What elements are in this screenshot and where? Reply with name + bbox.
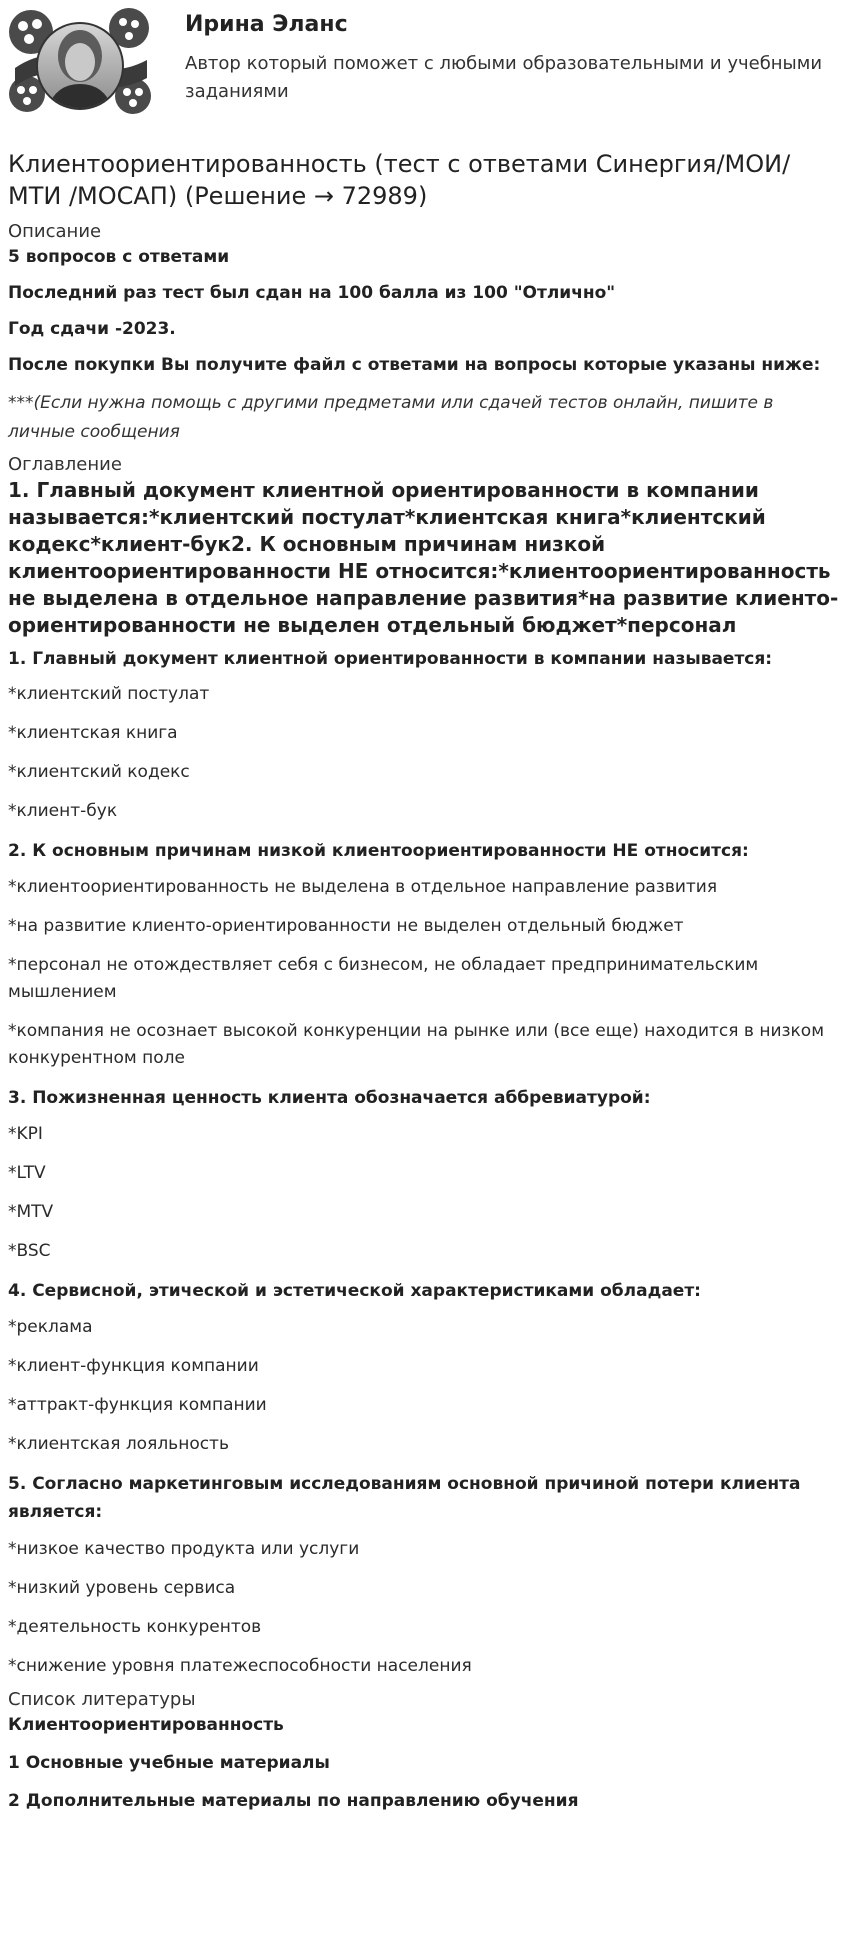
answer-option: *снижение уровня платежеспособности населения xyxy=(8,1656,472,1676)
answer-option: *клиентский кодекс xyxy=(8,762,190,782)
answer-option: *персонал не отождествляет себя с бизнесом, не обладает предпринимательским мышлением xyxy=(8,955,759,1002)
answer-option: *клиентский постулат xyxy=(8,684,210,704)
question-block xyxy=(8,1470,840,1680)
description-line: 5 вопросов с ответами xyxy=(8,247,230,267)
answer-option: *BSC xyxy=(8,1241,51,1261)
answer-option: *клиент-бук xyxy=(8,801,118,821)
question-text: 3. Пожизненная ценность клиента обозначается аббревиатурой: xyxy=(8,1088,651,1108)
main-content xyxy=(8,148,840,1815)
question-block xyxy=(8,1277,840,1458)
toc-summary: 1. Главный документ клиентной ориентированности в компании называется:*клиентский постулат*клиентская книга*клиентский кодекс*клиент-бук2. К основным причинам низкой клиентоориентированности НЕ относится:*клиентоориентированность не выделена в отдельное направление развития*на развитие клиенто-ориентированности не выделен отдельный бюджет*персонал xyxy=(8,478,839,637)
question-block xyxy=(8,645,840,825)
answer-option: *деятельность конкурентов xyxy=(8,1617,262,1637)
literature-item: 1 Основные учебные материалы xyxy=(8,1753,330,1773)
page-title: Клиентоориентированность (тест с ответами Синергия/МОИ/МТИ /МОСАП) (Решение → 72989) xyxy=(8,150,791,210)
question-text: 2. К основным причинам низкой клиентоориентированности НЕ относится: xyxy=(8,841,749,861)
description-line: После покупки Вы получите файл с ответами на вопросы которые указаны ниже: xyxy=(8,355,821,375)
question-text: 4. Сервисной, этической и эстетической характеристиками обладает: xyxy=(8,1281,701,1301)
description-line: Год сдачи -2023. xyxy=(8,319,176,339)
description-note: ***(Если нужна помощь с другими предметами или сдачей тестов онлайн, пишите в личные сообщения xyxy=(8,393,774,442)
description-label: Описание xyxy=(8,221,102,242)
author-card xyxy=(0,0,847,120)
film-reel-avatar-icon[interactable] xyxy=(7,6,153,124)
answer-option: *реклама xyxy=(8,1317,93,1337)
question-block xyxy=(8,1084,840,1265)
answer-option: *LTV xyxy=(8,1163,46,1183)
question-text: 1. Главный документ клиентной ориентированности в компании называется: xyxy=(8,649,773,669)
author-name[interactable]: Ирина Эланс xyxy=(185,12,348,37)
answer-option: *клиентоориентированность не выделена в отдельное направление развития xyxy=(8,877,718,897)
answer-option: *клиентская книга xyxy=(8,723,178,743)
answer-option: *низкий уровень сервиса xyxy=(8,1578,236,1598)
answer-option: *MTV xyxy=(8,1202,54,1222)
answer-option: *клиентская лояльность xyxy=(8,1434,229,1454)
toc-label: Оглавление xyxy=(8,454,122,475)
description-line: Последний раз тест был сдан на 100 балла из 100 "Отлично" xyxy=(8,283,616,303)
question-block xyxy=(8,837,840,1072)
author-bio: Автор который поможет с любыми образовательными и учебными заданиями xyxy=(185,53,823,102)
answer-option: *низкое качество продукта или услуги xyxy=(8,1539,360,1559)
literature-item: 2 Дополнительные материалы по направлению обучения xyxy=(8,1791,579,1811)
question-text: 5. Согласно маркетинговым исследованиям основной причиной потери клиента является: xyxy=(8,1474,801,1522)
literature-label: Список литературы xyxy=(8,1689,196,1710)
answer-option: *клиент-функция компании xyxy=(8,1356,259,1376)
literature-item: Клиентоориентированность xyxy=(8,1715,284,1735)
answer-option: *аттракт-функция компании xyxy=(8,1395,267,1415)
answer-option: *компания не осознает высокой конкуренции на рынке или (все еще) находится в низком конкурентном поле xyxy=(8,1021,825,1068)
answer-option: *на развитие клиенто-ориентированности не выделен отдельный бюджет xyxy=(8,916,684,936)
answer-option: *KPI xyxy=(8,1124,43,1144)
